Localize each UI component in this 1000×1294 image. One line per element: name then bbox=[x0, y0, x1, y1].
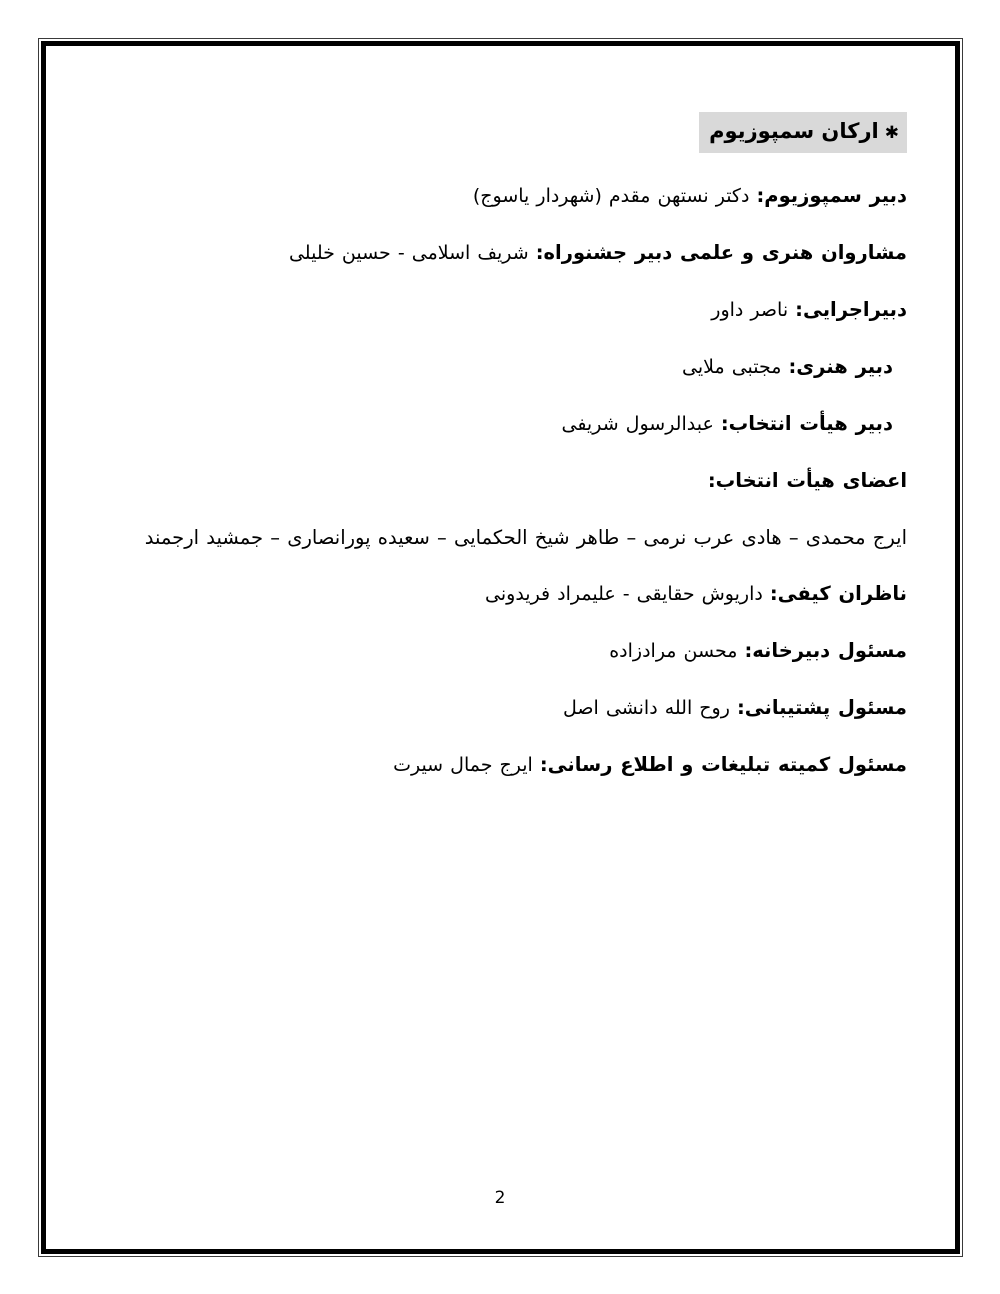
section-title-text: ارکان سمپوزیوم bbox=[709, 119, 879, 143]
entry-label: دبیر هیأت انتخاب: bbox=[720, 412, 893, 435]
entry-value: روح الله دانشی اصل bbox=[563, 697, 730, 719]
entry-art-secretary bbox=[94, 350, 907, 384]
entry-value: مجتبی ملایی bbox=[682, 356, 782, 378]
entry-label: مشاروان هنری و علمی دبیر جشنوراه: bbox=[535, 241, 907, 264]
entry-label: دبیراجرایی: bbox=[795, 298, 907, 321]
entry-selection-board-members-names bbox=[94, 521, 907, 554]
entry-selection-board-secretary bbox=[94, 407, 907, 441]
entry-value: محسن مرادزاده bbox=[609, 640, 738, 662]
entry-value: عبدالرسول شریفی bbox=[561, 413, 714, 435]
entry-label: دبیر سمپوزیوم: bbox=[756, 184, 907, 207]
entry-label: مسئول کمیته تبلیغات و اطلاع رسانی: bbox=[539, 753, 907, 776]
page-number: 2 bbox=[494, 1188, 506, 1208]
entry-value: شریف اسلامی - حسین خلیلی bbox=[288, 242, 529, 264]
entry-symposium-secretary bbox=[94, 179, 907, 213]
page-border-outer bbox=[38, 38, 963, 1257]
page-content bbox=[46, 46, 955, 1249]
entry-quality-supervisors bbox=[94, 577, 907, 611]
entry-value: ایرج محمدی – هادی عرب نرمی – طاهر شیخ الحکمایی – سعیده پورانصاری – جمشید ارجمند bbox=[144, 526, 907, 549]
section-title bbox=[699, 112, 907, 153]
asterisk-icon: ✱ bbox=[884, 123, 899, 143]
entry-value: دکتر نستهن مقدم (شهردار یاسوج) bbox=[472, 185, 750, 207]
entry-publicity-committee-head bbox=[94, 748, 907, 782]
entry-value: ناصر داور bbox=[711, 299, 789, 321]
entry-label: ناظران کیفی: bbox=[769, 582, 907, 605]
entry-value: داریوش حقایقی - علیمراد فریدونی bbox=[485, 583, 763, 605]
entry-selection-board-members-heading bbox=[94, 464, 907, 498]
entry-label: مسئول دبیرخانه: bbox=[744, 639, 907, 662]
entry-label: مسئول پشتیبانی: bbox=[736, 696, 907, 719]
entry-executive-secretary bbox=[94, 293, 907, 327]
entry-label: دبیر هنری: bbox=[788, 355, 893, 378]
entry-support-head bbox=[94, 691, 907, 725]
entry-art-science-advisors bbox=[94, 236, 907, 270]
page-border-inner bbox=[41, 41, 960, 1254]
entry-label: اعضای هیأت انتخاب: bbox=[707, 469, 907, 492]
entry-secretariat-head bbox=[94, 634, 907, 668]
entry-value: ایرج جمال سیرت bbox=[393, 754, 533, 776]
